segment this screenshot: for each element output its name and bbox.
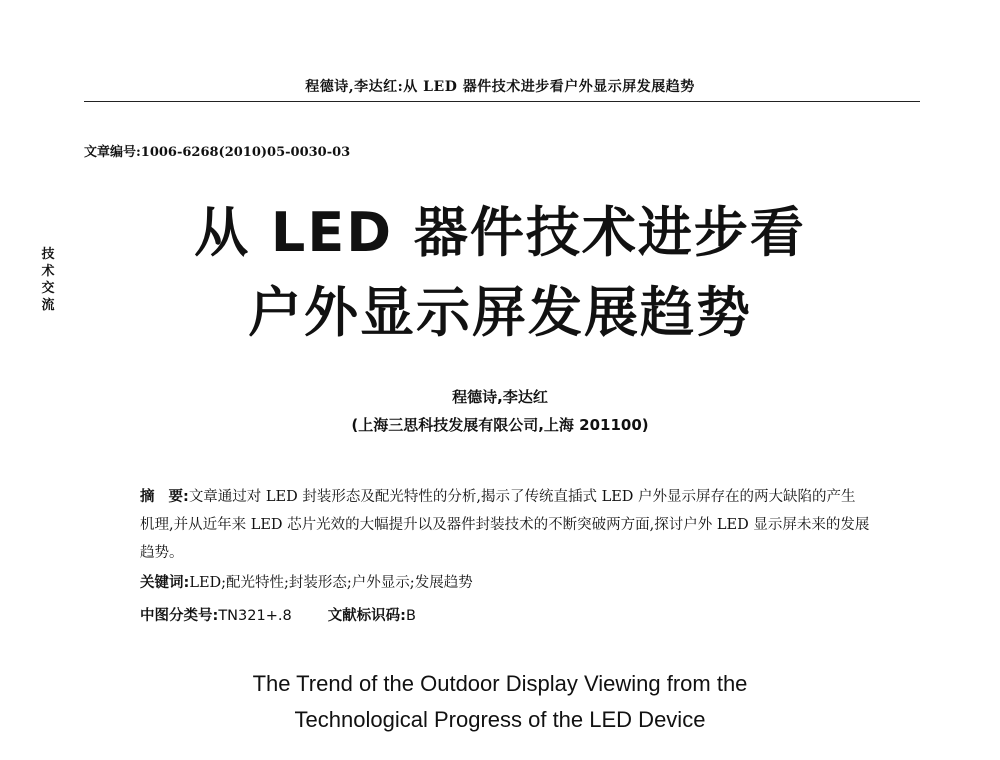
header-rule bbox=[84, 101, 920, 102]
article-number: 文章编号:1006-6268(2010)05-0030-03 bbox=[84, 145, 351, 160]
classification-line bbox=[140, 604, 900, 625]
title-line-1: 从 LED 器件技术进步看 bbox=[194, 201, 806, 264]
abstract-text: 文章通过对 LED 封装形态及配光特性的分析,揭示了传统直插式 LED 户外显示屏存在的两大缺陷的产生机理,并从近年来 LED 芯片光效的大幅提升以及器件封装技术的不断突破两方面,探讨户外 LED 显示屏未来的发展趋势。 bbox=[140, 489, 870, 561]
keywords-label: 关键词: bbox=[140, 575, 190, 591]
keywords bbox=[140, 571, 900, 592]
abstract bbox=[140, 483, 870, 567]
doc-code-label: 文献标识码: bbox=[327, 608, 406, 624]
abstract-label-b: 要: bbox=[168, 489, 189, 505]
side-section-label: 技术交流 bbox=[41, 247, 55, 313]
clc-value: TN321+.8 bbox=[218, 608, 292, 624]
english-title-line-2: Technological Progress of the LED Device bbox=[294, 707, 706, 732]
title-line-2: 户外显示屏发展趋势 bbox=[248, 281, 752, 344]
english-title-line-1: The Trend of the Outdoor Display Viewing from the bbox=[252, 671, 748, 696]
running-head: 程德诗,李达红:从 LED 器件技术进步看户外显示屏发展趋势 bbox=[305, 79, 695, 95]
keywords-text: LED;配光特性;封装形态;户外显示;发展趋势 bbox=[189, 575, 473, 591]
abstract-label-a: 摘 bbox=[140, 489, 155, 505]
doc-code-value: B bbox=[406, 608, 416, 624]
authors: 程德诗,李达红 bbox=[452, 388, 548, 406]
affiliation: (上海三思科技发展有限公司,上海 201100) bbox=[351, 416, 649, 434]
clc-label: 中图分类号: bbox=[140, 608, 219, 624]
